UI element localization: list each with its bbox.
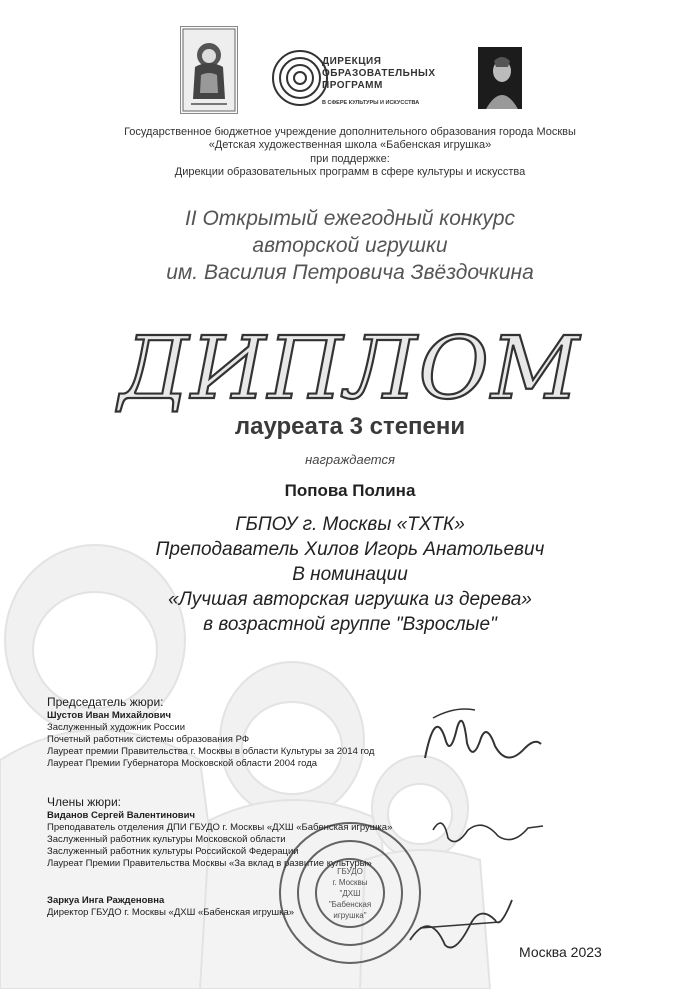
chair-signature bbox=[415, 698, 545, 778]
jury-chair-title: Заслуженный художник России bbox=[47, 722, 186, 733]
logo-title-line-2: ОБРАЗОВАТЕЛЬНЫХ bbox=[322, 68, 436, 79]
laureate-degree: лауреата 3 степени bbox=[234, 413, 466, 440]
member-2-signature bbox=[400, 890, 520, 960]
diploma-title-text: ДИПЛОМ bbox=[118, 319, 582, 418]
school-logo bbox=[180, 26, 238, 114]
jury-chair-title: Лауреат премии Правительства г. Москвы в области Культуры за 2014 год bbox=[47, 746, 375, 757]
age-group: в возрастной группе "Взрослые" bbox=[203, 614, 497, 635]
logo-title-line-3: ПРОГРАММ bbox=[322, 80, 383, 91]
awarded-label: награждается bbox=[305, 452, 395, 467]
jury-member-1-title: Лауреат Премии Правительства Москвы «За вклад в развитие культуры» bbox=[47, 858, 372, 869]
jury-member-2-name: Заркуа Инга Ражденовна bbox=[47, 895, 165, 906]
stamp-line-5: игрушка" bbox=[333, 911, 367, 920]
jury-chair-title: Почетный работник системы образования РФ bbox=[47, 734, 250, 745]
member-1-signature bbox=[428, 808, 548, 853]
jury-member-2-title: Директор ГБУДО г. Москвы «ДХШ «Бабенская игрушка» bbox=[47, 907, 295, 918]
recipient-name: Попова Полина bbox=[284, 481, 416, 500]
header-line-1: Государственное бюджетное учреждение дополнительного образования города Москвы bbox=[124, 126, 576, 138]
stamp-line-3: "ДХШ bbox=[339, 889, 361, 898]
institution: ГБПОУ г. Москвы «ТХТК» bbox=[235, 514, 465, 535]
stamp-line-2: г. Москвы bbox=[332, 878, 368, 887]
jury-member-2-block bbox=[47, 895, 294, 919]
jury-member-1-title: Заслуженный работник культуры Российской Федерации bbox=[47, 846, 299, 857]
jury-chair-title: Лауреат Премии Губернатора Московской области 2004 года bbox=[47, 758, 318, 769]
directorate-logo-subtitle: В СФЕРЕ КУЛЬТУРЫ И ИСКУССТВА bbox=[322, 100, 420, 106]
jury-member-1-name: Виданов Сергей Валентинович bbox=[47, 810, 196, 821]
teacher: Преподаватель Хилов Игорь Анатольевич bbox=[155, 539, 545, 560]
header-line-3: при поддержке: bbox=[310, 153, 390, 165]
jury-members-heading: Члены жюри: bbox=[47, 795, 121, 809]
logo-title-line-1: ДИРЕКЦИЯ bbox=[322, 56, 382, 67]
jury-member-1-title: Заслуженный работник культуры Московской области bbox=[47, 834, 286, 845]
jury-chair-heading: Председатель жюри: bbox=[47, 695, 164, 709]
stamp-line-1: ГБУДО bbox=[337, 867, 363, 876]
city-year: Москва 2023 bbox=[519, 944, 602, 960]
stamp-line-4: "Бабенская bbox=[328, 900, 372, 909]
portrait-logo bbox=[478, 47, 522, 109]
nomination-intro: В номинации bbox=[292, 564, 408, 585]
directorate-logo-title bbox=[322, 56, 436, 92]
nomination: «Лучшая авторская игрушка из дерева» bbox=[168, 589, 532, 610]
diploma-title bbox=[0, 318, 700, 418]
contest-line-2: авторской игрушки bbox=[252, 234, 448, 257]
header-line-2: «Детская художественная школа «Бабенская игрушка» bbox=[208, 139, 492, 151]
header-line-4: Дирекции образовательных программ в сфере культуры и искусства bbox=[174, 166, 526, 178]
contest-line-3: им. Василия Петровича Звёздочкина bbox=[166, 261, 534, 284]
contest-line-1: II Открытый ежегодный конкурс bbox=[184, 207, 516, 230]
jury-chair-name: Шустов Иван Михайлович bbox=[47, 710, 171, 721]
jury-member-1-title: Преподаватель отделения ДПИ ГБУДО г. Москвы «ДХШ «Бабенская игрушка» bbox=[47, 822, 393, 833]
jury-chair-block bbox=[47, 695, 374, 770]
